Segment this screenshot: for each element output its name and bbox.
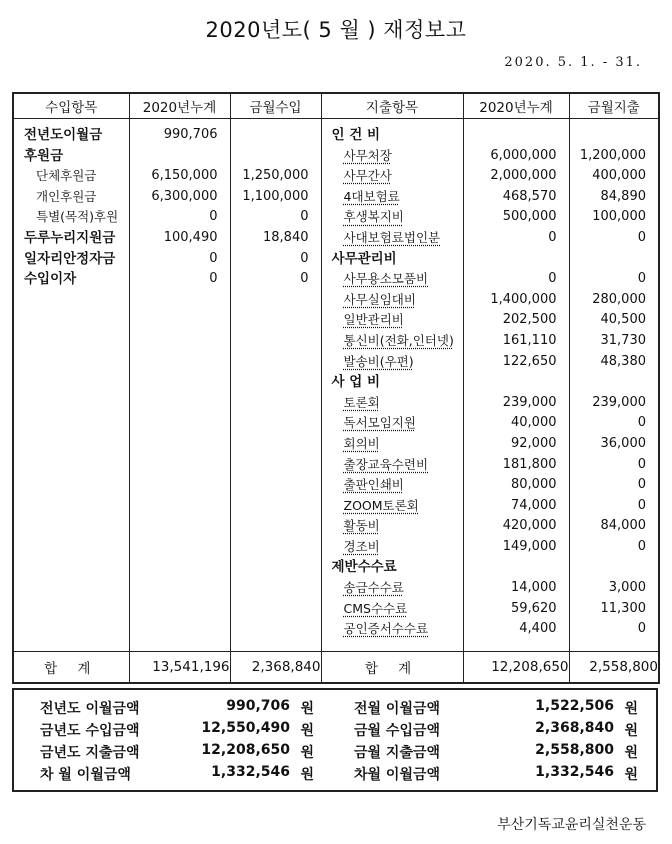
income-item-label: 특별(목적)후원	[36, 209, 119, 225]
expense-cumulative-value: 181,800	[502, 456, 557, 472]
expense-item-label: 사무간사	[343, 168, 392, 184]
expense-item-label: 후생복지비	[343, 209, 404, 225]
expense-cumulative-value: 59,620	[511, 600, 557, 616]
expense-item-label: 사무처장	[343, 147, 392, 163]
expense-month-value	[570, 557, 659, 578]
expense-item-label: 제반수수료	[331, 559, 397, 576]
header-income-cumulative: 2020년누계	[129, 93, 230, 119]
expense-item-label: CMS수수료	[343, 600, 408, 616]
expense-cumulative-value: 2,000,000	[490, 168, 557, 184]
summary-right-unit: 원	[624, 701, 638, 717]
expense-month-value: 36,000	[600, 435, 646, 451]
expense-month-value: 0	[637, 229, 646, 245]
expense-month-value: 0	[637, 271, 646, 287]
expense-cumulative-value: 92,000	[511, 435, 557, 451]
income-month-values	[231, 125, 321, 290]
header-expense-month: 금월지출	[569, 93, 659, 119]
income-cumulative-value: 100,490	[163, 229, 218, 245]
expense-cumulative-value: 239,000	[502, 394, 557, 410]
totals-label-right: 합 계	[321, 652, 463, 684]
income-cumulative-value: 6,150,000	[151, 168, 218, 184]
expense-month-value: 31,730	[600, 332, 646, 348]
income-month-value: 1,100,000	[242, 188, 309, 204]
header-income-item: 수입항목	[13, 93, 129, 119]
summary-left-value: 12,208,650	[201, 742, 290, 758]
summary-left-label: 전년도 이월금액	[40, 701, 140, 717]
income-labels	[14, 125, 129, 290]
expense-item-label: 일반관리비	[343, 312, 404, 328]
expense-month-value: 0	[637, 497, 646, 513]
expense-item-label: 회의비	[343, 435, 380, 451]
expense-month-value: 84,890	[600, 188, 646, 204]
expense-month-value: 3,000	[608, 580, 646, 596]
summary-right-value: 1,522,506	[535, 698, 614, 714]
expense-cumulative-value: 40,000	[511, 415, 557, 431]
expense-month-value: 0	[637, 477, 646, 493]
expense-cumulative-value	[464, 249, 569, 270]
summary-left-unit: 원	[300, 767, 314, 783]
summary-box	[12, 688, 658, 792]
totals-income-cumulative: 13,541,196	[129, 652, 230, 684]
totals-expense-month: 2,558,800	[569, 652, 659, 684]
expense-month-value: 0	[637, 538, 646, 554]
expense-item-label: ZOOM토론회	[343, 497, 419, 513]
expense-month-value: 48,380	[600, 353, 646, 369]
expense-month-value: 0	[637, 621, 646, 637]
expense-cumulative-value: 161,110	[502, 332, 557, 348]
income-month-value: 0	[300, 209, 309, 225]
income-month-value: 0	[300, 250, 309, 266]
expense-cumulative-value: 420,000	[502, 518, 557, 534]
summary-left-label: 금년도 지출금액	[40, 745, 140, 761]
income-cumulative-value: 6,300,000	[151, 188, 218, 204]
summary-right-value: 1,332,546	[535, 764, 614, 780]
income-cumulative-value: 0	[209, 271, 218, 287]
expense-cumulative-value: 500,000	[502, 209, 557, 225]
expense-month-value: 0	[637, 415, 646, 431]
income-item-label: 전년도이월금	[24, 127, 103, 143]
expense-item-label: 사무실임대비	[343, 291, 416, 307]
totals-row	[13, 652, 659, 684]
expense-month-value: 84,000	[600, 518, 646, 534]
organization-name: 부산기독교윤리실천운동	[497, 817, 646, 833]
expense-item-label: 공인증서수수료	[343, 621, 429, 637]
expense-month-value: 400,000	[592, 168, 646, 184]
expense-month-value: 40,500	[600, 312, 646, 328]
expense-cumulative-value: 1,400,000	[490, 291, 557, 307]
summary-right-unit: 원	[624, 767, 638, 783]
summary-right-label: 금월 수입금액	[354, 723, 441, 739]
totals-income-month: 2,368,840	[230, 652, 321, 684]
expense-month-value: 280,000	[592, 291, 646, 307]
summary-right-value: 2,368,840	[535, 720, 614, 736]
expense-item-label: 발송비(우편)	[343, 353, 414, 369]
expense-item-label: 출판인쇄비	[343, 477, 404, 493]
expense-cumulative-value: 74,000	[511, 497, 557, 513]
expense-item-label: 사대보험료법인분	[343, 229, 441, 245]
report-title: 2020년도( 5 월 ) 재정보고	[205, 18, 467, 42]
expense-cumulative-value: 6,000,000	[490, 147, 557, 163]
expense-item-label: 경조비	[343, 538, 380, 554]
summary-left-label: 금년도 수입금액	[40, 723, 140, 739]
summary-right-label: 금월 지출금액	[354, 745, 441, 761]
expense-cumulative-value: 202,500	[502, 312, 557, 328]
expense-month-value: 11,300	[600, 600, 646, 616]
expense-item-label: 토론회	[343, 394, 380, 410]
income-month-value: 1,250,000	[242, 168, 309, 184]
income-item-label: 수입이자	[24, 271, 77, 288]
expense-cumulative-value: 0	[548, 229, 557, 245]
finance-table	[12, 92, 660, 684]
summary-right-value: 2,558,800	[535, 742, 614, 758]
body-row	[13, 119, 659, 652]
expense-cumulative-value: 4,400	[519, 621, 557, 637]
expense-item-label: 통신비(전화,인터넷)	[343, 332, 454, 348]
expense-month-value	[570, 249, 659, 270]
summary-left-unit: 원	[300, 745, 314, 761]
expense-cumulative-value: 122,650	[502, 353, 557, 369]
summary-right-label: 차월 이월금액	[354, 767, 441, 783]
expense-item-label: 독서모임지원	[343, 415, 416, 431]
header-income-month: 금월수입	[230, 93, 321, 119]
expense-cumulative-value: 149,000	[502, 538, 557, 554]
summary-right-unit: 원	[624, 723, 638, 739]
income-month-value: 18,840	[263, 229, 309, 245]
income-month-value	[231, 146, 321, 167]
income-cumulative-value: 0	[209, 209, 218, 225]
expense-cumulative-values	[464, 125, 569, 640]
expense-month-value: 100,000	[592, 209, 646, 225]
header-row	[13, 93, 659, 119]
expense-item-label: 4대보험료	[343, 188, 400, 204]
summary-left-value: 1,332,546	[211, 764, 290, 780]
expense-labels	[322, 125, 463, 640]
expense-item-label: 송금수수료	[343, 580, 404, 596]
income-item-label: 일자리안정자금	[24, 250, 116, 267]
expense-cumulative-value: 468,570	[502, 188, 557, 204]
income-month-value	[231, 125, 321, 146]
expense-cumulative-value: 80,000	[511, 477, 557, 493]
summary-right-label: 전월 이월금액	[354, 701, 441, 717]
summary-left-label: 차 월 이월금액	[40, 767, 131, 783]
expense-month-value: 0	[637, 456, 646, 472]
expense-cumulative-value	[464, 372, 569, 393]
header-expense-item: 지출항목	[321, 93, 463, 119]
expense-item-label: 인 건 비	[331, 127, 381, 143]
income-cumulative-value: 990,706	[163, 127, 218, 142]
summary-left-unit: 원	[300, 723, 314, 739]
totals-expense-cumulative: 12,208,650	[463, 652, 569, 684]
expense-item-label: 사무용소모품비	[343, 271, 429, 287]
expense-item-label: 출장교육수련비	[343, 456, 429, 472]
income-cumulative-value: 0	[209, 250, 218, 266]
expense-month-value: 1,200,000	[579, 147, 646, 163]
expense-month-value: 239,000	[592, 394, 646, 410]
income-cumulative-values	[130, 125, 230, 290]
expense-item-label: 사 업 비	[331, 374, 381, 391]
expense-month-value	[570, 372, 659, 393]
income-item-label: 두루누리지원금	[24, 229, 116, 246]
expense-month-values	[570, 125, 659, 640]
expense-cumulative-value: 14,000	[511, 580, 557, 596]
expense-cumulative-value	[464, 557, 569, 578]
report-period: 2020. 5. 1. - 31.	[504, 55, 642, 70]
expense-item-label: 활동비	[343, 518, 380, 534]
income-cumulative-value	[130, 146, 230, 167]
summary-left-value: 990,706	[226, 698, 290, 714]
expense-month-value	[570, 125, 659, 146]
income-item-label: 개인후원금	[36, 188, 97, 204]
income-item-label: 후원금	[24, 147, 64, 164]
header-expense-cumulative: 2020년누계	[463, 93, 569, 119]
summary-left-unit: 원	[300, 701, 314, 717]
totals-label-left: 합 계	[13, 652, 129, 684]
summary-right-unit: 원	[624, 745, 638, 761]
expense-item-label: 사무관리비	[331, 250, 397, 267]
income-item-label: 단체후원금	[36, 168, 97, 184]
income-month-value: 0	[300, 271, 309, 287]
expense-cumulative-value	[464, 125, 569, 146]
summary-left-value: 12,550,490	[201, 720, 290, 736]
expense-cumulative-value: 0	[548, 271, 557, 287]
